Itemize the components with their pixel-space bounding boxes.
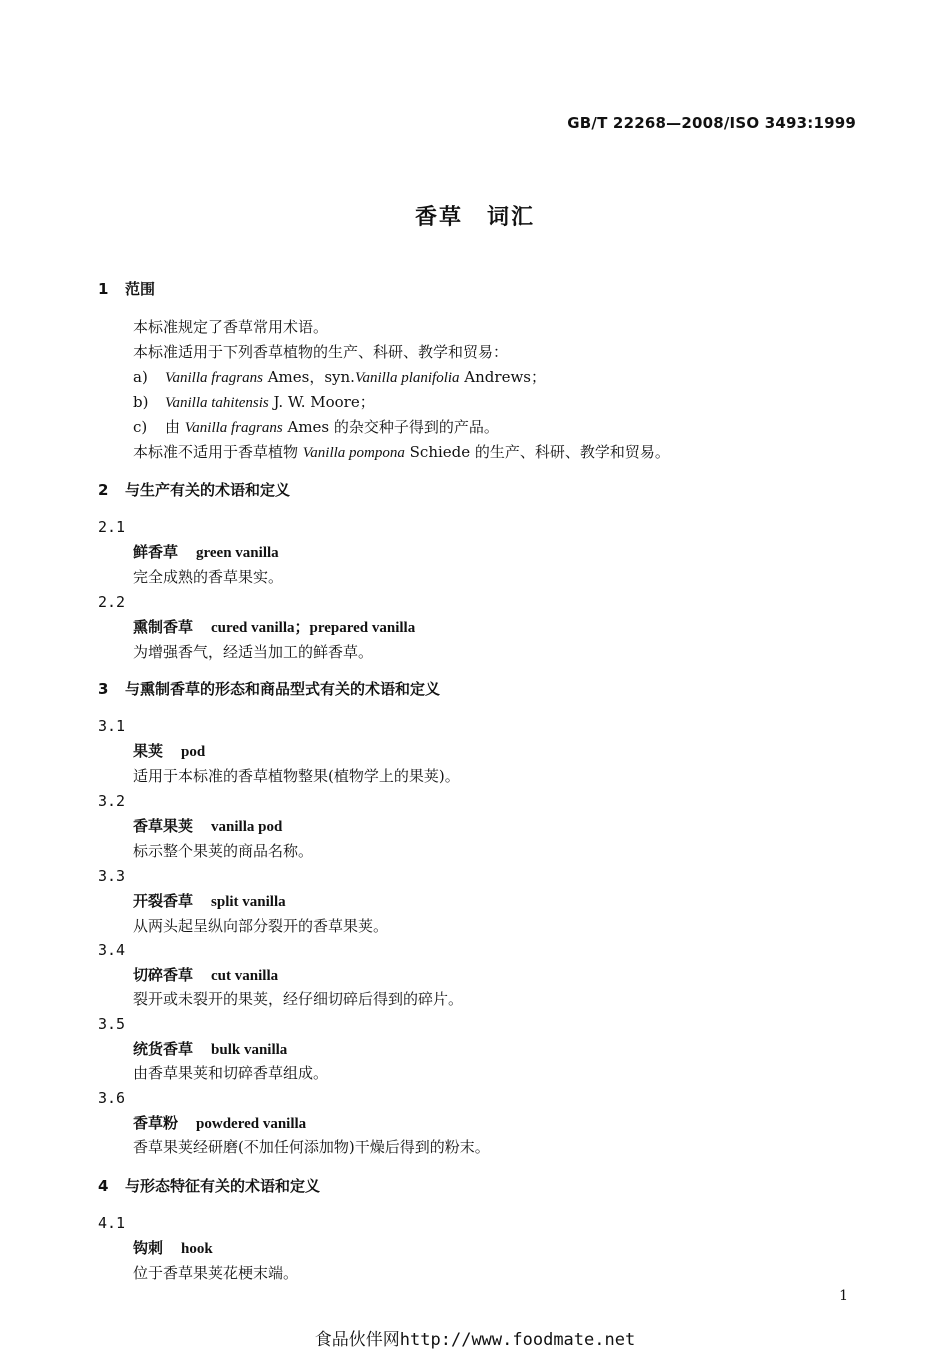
section-heading-2: 2 与生产有关的术语和定义 [98, 481, 291, 499]
term-number: 3.1 [98, 717, 126, 735]
term-number: 3.5 [98, 1015, 126, 1033]
term-definition: 裂开或未裂开的果荚，经仔细切碎后得到的碎片。 [133, 990, 464, 1008]
term-definition: 完全成熟的香草果实。 [133, 568, 284, 586]
term-definition: 由香草果荚和切碎香草组成。 [133, 1064, 329, 1082]
term-heading: 鲜香草 green vanilla [133, 543, 279, 561]
term-number: 3.6 [98, 1089, 126, 1107]
paragraph-scope-1: 本标准规定了香草常用术语。 [133, 318, 329, 336]
list-item-c: c) 由 Vanilla fragrans Ames 的杂交种子得到的产品。 [133, 418, 499, 436]
section-heading-1: 1 范围 [98, 280, 156, 298]
section-heading-3: 3 与熏制香草的形态和商品型式有关的术语和定义 [98, 680, 441, 698]
term-number: 3.3 [98, 867, 126, 885]
term-heading: 果荚 pod [133, 742, 206, 760]
term-definition: 为增强香气，经适当加工的鲜香草。 [133, 643, 374, 661]
term-number: 3.4 [98, 941, 126, 959]
list-item-b: b) Vanilla tahitensis J. W. Moore； [133, 393, 375, 411]
term-number: 2.2 [98, 593, 126, 611]
term-definition: 位于香草果荚花梗末端。 [133, 1264, 299, 1282]
paragraph-scope-3: 本标准不适用于香草植物 Vanilla pompona Schiede 的生产、科研、教学和贸易。 [133, 443, 670, 461]
term-definition: 香草果荚经研磨(不加任何添加物)干燥后得到的粉末。 [133, 1138, 490, 1156]
term-heading: 熏制香草 cured vanilla；prepared vanilla [133, 618, 416, 636]
term-heading: 开裂香草 split vanilla [133, 892, 286, 910]
list-item-a: a) Vanilla fragrans Ames，syn.Vanilla planifolia Andrews； [133, 368, 546, 386]
term-heading: 切碎香草 cut vanilla [133, 966, 279, 984]
term-heading: 香草果荚 vanilla pod [133, 817, 283, 835]
footer-watermark: 食品伙伴网http://www.foodmate.net [314, 1330, 636, 1350]
term-heading: 钩刺 hook [133, 1239, 213, 1257]
paragraph-scope-2: 本标准适用于下列香草植物的生产、科研、教学和贸易： [133, 343, 509, 361]
term-heading: 香草粉 powdered vanilla [133, 1114, 307, 1132]
document-title: 香草 词汇 [414, 205, 535, 230]
term-definition: 从两头起呈纵向部分裂开的香草果荚。 [133, 917, 389, 935]
section-heading-4: 4 与形态特征有关的术语和定义 [98, 1177, 321, 1195]
page-number: 1 [839, 1288, 848, 1304]
term-number: 3.2 [98, 792, 126, 810]
term-definition: 适用于本标准的香草植物整果(植物学上的果荚)。 [133, 767, 460, 785]
term-definition: 标示整个果荚的商品名称。 [133, 842, 314, 860]
term-number: 2.1 [98, 518, 126, 536]
term-number: 4.1 [98, 1214, 126, 1232]
document-code: GB/T 22268—2008/ISO 3493:1999 [567, 114, 856, 132]
term-heading: 统货香草 bulk vanilla [133, 1040, 288, 1058]
